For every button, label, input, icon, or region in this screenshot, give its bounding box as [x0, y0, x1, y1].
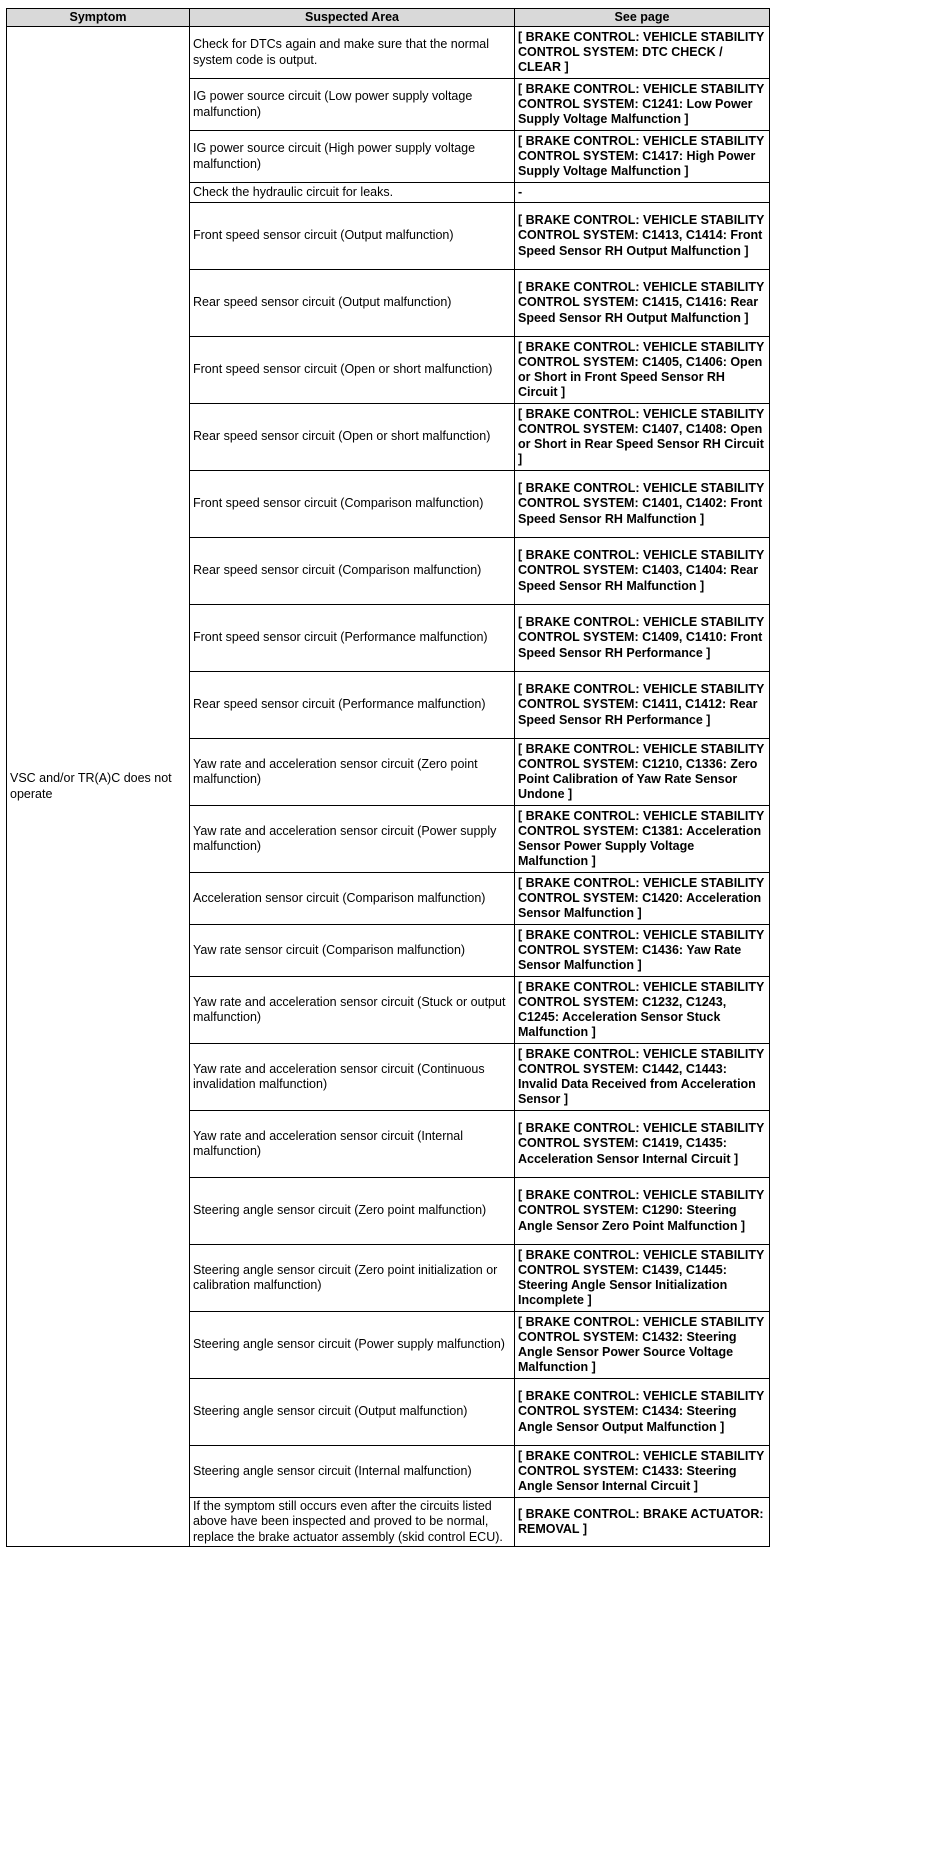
suspected-area-cell: Check for DTCs again and make sure that the normal system code is output. [190, 27, 515, 79]
suspected-area-cell: Steering angle sensor circuit (Internal malfunction) [190, 1446, 515, 1498]
see-page-link[interactable]: [ BRAKE CONTROL: VEHICLE STABILITY CONTROL SYSTEM: C1439, C1445: Steering Angle Sensor Initialization Incomplete ] [515, 1245, 770, 1312]
suspected-area-cell: Yaw rate sensor circuit (Comparison malfunction) [190, 925, 515, 977]
see-page-link[interactable]: [ BRAKE CONTROL: VEHICLE STABILITY CONTROL SYSTEM: C1210, C1336: Zero Point Calibration of Yaw Rate Sensor Undone ] [515, 739, 770, 806]
see-page-link[interactable]: [ BRAKE CONTROL: BRAKE ACTUATOR: REMOVAL ] [515, 1498, 770, 1547]
suspected-area-cell: IG power source circuit (High power supply voltage malfunction) [190, 131, 515, 183]
suspected-area-cell: Steering angle sensor circuit (Zero point malfunction) [190, 1178, 515, 1245]
suspected-area-cell: If the symptom still occurs even after the circuits listed above have been inspected and proved to be normal, replace the brake actuator assembly (skid control ECU). [190, 1498, 515, 1547]
see-page-link[interactable]: [ BRAKE CONTROL: VEHICLE STABILITY CONTROL SYSTEM: C1415, C1416: Rear Speed Sensor RH Output Malfunction ] [515, 270, 770, 337]
suspected-area-cell: Steering angle sensor circuit (Zero point initialization or calibration malfunction) [190, 1245, 515, 1312]
suspected-area-cell: Front speed sensor circuit (Performance malfunction) [190, 605, 515, 672]
table-row [7, 27, 770, 79]
header-symptom: Symptom [7, 9, 190, 27]
see-page-link[interactable]: [ BRAKE CONTROL: VEHICLE STABILITY CONTROL SYSTEM: C1411, C1412: Rear Speed Sensor RH Performance ] [515, 672, 770, 739]
see-page-link[interactable]: [ BRAKE CONTROL: VEHICLE STABILITY CONTROL SYSTEM: C1407, C1408: Open or Short in Rear Speed Sensor RH Circuit ] [515, 404, 770, 471]
see-page-link[interactable]: [ BRAKE CONTROL: VEHICLE STABILITY CONTROL SYSTEM: C1232, C1243, C1245: Acceleration Sensor Stuck Malfunction ] [515, 977, 770, 1044]
suspected-area-cell: IG power source circuit (Low power supply voltage malfunction) [190, 79, 515, 131]
see-page-link[interactable]: [ BRAKE CONTROL: VEHICLE STABILITY CONTROL SYSTEM: C1409, C1410: Front Speed Sensor RH Performance ] [515, 605, 770, 672]
suspected-area-cell: Yaw rate and acceleration sensor circuit (Internal malfunction) [190, 1111, 515, 1178]
see-page-link[interactable]: [ BRAKE CONTROL: VEHICLE STABILITY CONTROL SYSTEM: C1403, C1404: Rear Speed Sensor RH Malfunction ] [515, 538, 770, 605]
see-page-link[interactable]: [ BRAKE CONTROL: VEHICLE STABILITY CONTROL SYSTEM: C1241: Low Power Supply Voltage Malfunction ] [515, 79, 770, 131]
see-page-link[interactable]: [ BRAKE CONTROL: VEHICLE STABILITY CONTROL SYSTEM: C1436: Yaw Rate Sensor Malfunction ] [515, 925, 770, 977]
suspected-area-cell: Front speed sensor circuit (Comparison malfunction) [190, 471, 515, 538]
suspected-area-cell: Yaw rate and acceleration sensor circuit (Power supply malfunction) [190, 806, 515, 873]
suspected-area-cell: Rear speed sensor circuit (Performance malfunction) [190, 672, 515, 739]
see-page-link[interactable]: [ BRAKE CONTROL: VEHICLE STABILITY CONTROL SYSTEM: C1433: Steering Angle Sensor Internal Circuit ] [515, 1446, 770, 1498]
table-body [7, 27, 770, 1547]
see-page-link[interactable]: - [515, 183, 770, 203]
suspected-area-cell: Rear speed sensor circuit (Comparison malfunction) [190, 538, 515, 605]
see-page-link[interactable]: [ BRAKE CONTROL: VEHICLE STABILITY CONTROL SYSTEM: C1432: Steering Angle Sensor Power Source Voltage Malfunction ] [515, 1312, 770, 1379]
suspected-area-cell: Acceleration sensor circuit (Comparison malfunction) [190, 873, 515, 925]
header-see-page: See page [515, 9, 770, 27]
header-row [7, 9, 770, 27]
suspected-area-cell: Rear speed sensor circuit (Open or short malfunction) [190, 404, 515, 471]
see-page-link[interactable]: [ BRAKE CONTROL: VEHICLE STABILITY CONTROL SYSTEM: C1434: Steering Angle Sensor Output Malfunction ] [515, 1379, 770, 1446]
see-page-link[interactable]: [ BRAKE CONTROL: VEHICLE STABILITY CONTROL SYSTEM: DTC CHECK / CLEAR ] [515, 27, 770, 79]
see-page-link[interactable]: [ BRAKE CONTROL: VEHICLE STABILITY CONTROL SYSTEM: C1442, C1443: Invalid Data Received from Acceleration Sensor ] [515, 1044, 770, 1111]
problem-symptoms-table [6, 8, 770, 1547]
see-page-link[interactable]: [ BRAKE CONTROL: VEHICLE STABILITY CONTROL SYSTEM: C1401, C1402: Front Speed Sensor RH Malfunction ] [515, 471, 770, 538]
suspected-area-cell: Steering angle sensor circuit (Power supply malfunction) [190, 1312, 515, 1379]
see-page-link[interactable]: [ BRAKE CONTROL: VEHICLE STABILITY CONTROL SYSTEM: C1420: Acceleration Sensor Malfunction ] [515, 873, 770, 925]
see-page-link[interactable]: [ BRAKE CONTROL: VEHICLE STABILITY CONTROL SYSTEM: C1290: Steering Angle Sensor Zero Point Malfunction ] [515, 1178, 770, 1245]
see-page-link[interactable]: [ BRAKE CONTROL: VEHICLE STABILITY CONTROL SYSTEM: C1417: High Power Supply Voltage Malfunction ] [515, 131, 770, 183]
see-page-link[interactable]: [ BRAKE CONTROL: VEHICLE STABILITY CONTROL SYSTEM: C1413, C1414: Front Speed Sensor RH Output Malfunction ] [515, 203, 770, 270]
suspected-area-cell: Yaw rate and acceleration sensor circuit (Stuck or output malfunction) [190, 977, 515, 1044]
table-header [7, 9, 770, 27]
symptom-cell: VSC and/or TR(A)C does not operate [7, 27, 190, 1547]
see-page-link[interactable]: [ BRAKE CONTROL: VEHICLE STABILITY CONTROL SYSTEM: C1405, C1406: Open or Short in Front Speed Sensor RH Circuit ] [515, 337, 770, 404]
suspected-area-cell: Steering angle sensor circuit (Output malfunction) [190, 1379, 515, 1446]
suspected-area-cell: Front speed sensor circuit (Output malfunction) [190, 203, 515, 270]
suspected-area-cell: Front speed sensor circuit (Open or short malfunction) [190, 337, 515, 404]
suspected-area-cell: Yaw rate and acceleration sensor circuit (Zero point malfunction) [190, 739, 515, 806]
see-page-link[interactable]: [ BRAKE CONTROL: VEHICLE STABILITY CONTROL SYSTEM: C1419, C1435: Acceleration Sensor Internal Circuit ] [515, 1111, 770, 1178]
see-page-link[interactable]: [ BRAKE CONTROL: VEHICLE STABILITY CONTROL SYSTEM: C1381: Acceleration Sensor Power Supply Voltage Malfunction ] [515, 806, 770, 873]
suspected-area-cell: Check the hydraulic circuit for leaks. [190, 183, 515, 203]
suspected-area-cell: Rear speed sensor circuit (Output malfunction) [190, 270, 515, 337]
header-suspected-area: Suspected Area [190, 9, 515, 27]
suspected-area-cell: Yaw rate and acceleration sensor circuit (Continuous invalidation malfunction) [190, 1044, 515, 1111]
